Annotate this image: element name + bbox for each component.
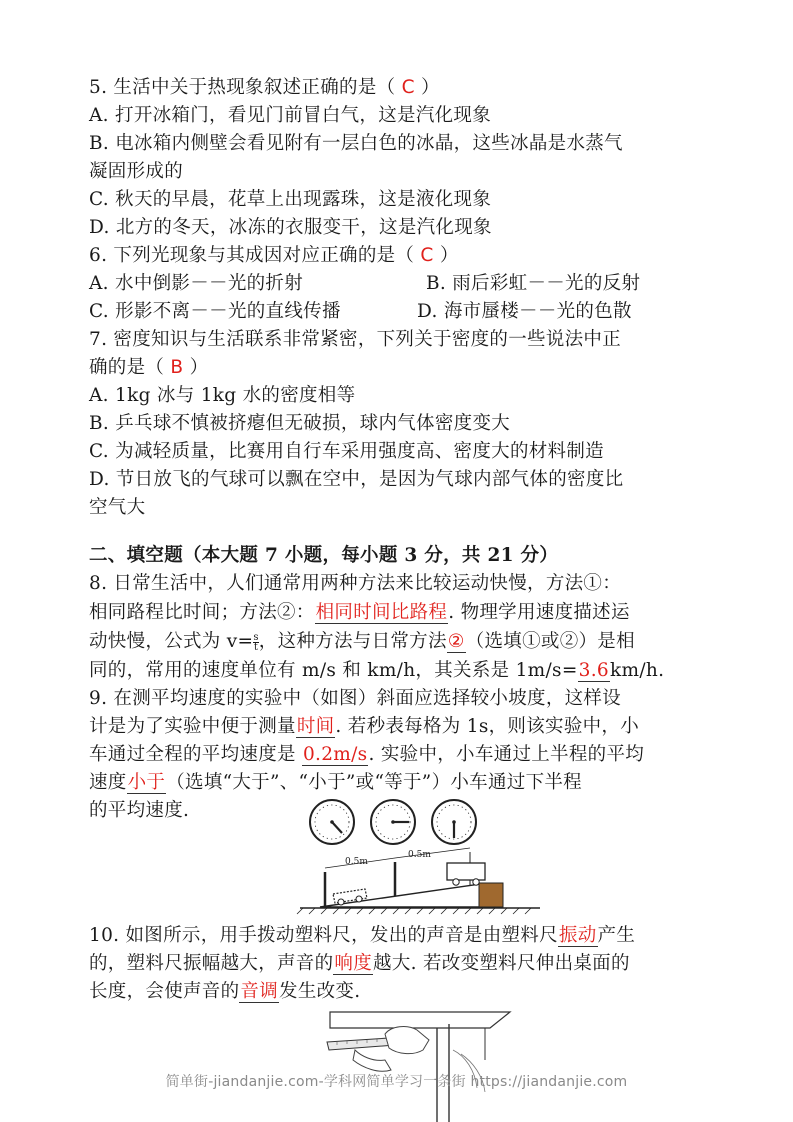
- q10-fill-2: 响度: [334, 953, 373, 974]
- q6-stem-text: 6. 下列光现象与其成因对应正确的是（: [89, 245, 421, 266]
- q8-fill-1: 相同时间比路程: [315, 602, 448, 623]
- q9-line1: 9. 在测平均速度的实验中（如图）斜面应选择较小坡度，这样设: [89, 688, 622, 709]
- q5-option-a: A. 打开冰箱门，看见门前冒白气，这是汽化现象: [89, 105, 492, 126]
- q10-line2: [89, 950, 709, 978]
- q5-stem-close: ）: [414, 77, 440, 98]
- cart-end-icon: [447, 863, 485, 885]
- incline-experiment-figure: [295, 794, 545, 916]
- q7-option-b: B. 乒乓球不慎被挤瘪但无破损，球内气体密度变大: [89, 413, 511, 434]
- q7-stem-text: 确的是（: [89, 357, 171, 378]
- q5-answer: C: [401, 77, 415, 98]
- q8-text: km/h.: [609, 660, 665, 681]
- q6-option-a: A. 水中倒影－－光的折射: [89, 273, 304, 294]
- q8-line3: [89, 628, 709, 656]
- q7-option-c: C. 为减轻质量，比赛用自行车采用强度高、密度大的材料制造: [89, 441, 604, 462]
- q8-fill-3: 3.6: [578, 660, 609, 681]
- q9-text: 计是为了实验中便于测量: [89, 716, 296, 737]
- q10-text: 长度，会使声音的: [89, 981, 240, 1002]
- q9-line2: [89, 713, 709, 741]
- q5-stem-text: 5. 生活中关于热现象叙述正确的是（: [89, 77, 402, 98]
- q5-option-c: C. 秋天的早晨，花草上出现露珠，这是液化现象: [89, 189, 492, 210]
- q7-option-a: A. 1kg 冰与 1kg 水的密度相等: [89, 385, 356, 406]
- q10-text: 10. 如图所示，用手拨动塑料尺，发出的声音是由塑料尺: [89, 925, 558, 946]
- q9-fill-2: 0.2m/s: [302, 744, 368, 765]
- q10-text: 越大. 若改变塑料尺伸出桌面的: [373, 953, 630, 974]
- q5-option-b-line2: 凝固形成的: [89, 161, 184, 182]
- q6-stem: [89, 242, 709, 270]
- q8-text: 同的，常用的速度单位有 m/s 和 km/h，其关系是 1m/s=: [89, 660, 578, 681]
- q8-line2: [89, 599, 709, 627]
- q9-line4: [89, 769, 709, 797]
- q8-line1: 8. 日常生活中，人们通常用两种方法来比较运动快慢，方法①：: [89, 573, 622, 594]
- q10-fill-3: 音调: [240, 981, 279, 1002]
- q8-text: 动快慢，公式为 v=: [89, 631, 254, 652]
- q8-line4: [89, 657, 709, 685]
- footer-watermark: 简单街-jiandanjie.com-学科网简单学习一条街 https://jiandanjie.com: [165, 1074, 628, 1090]
- q7-stem-line1: 7. 密度知识与生活联系非常紧密，下列关于密度的一些说法中正: [89, 329, 622, 350]
- q10-text: 发生改变.: [279, 981, 361, 1002]
- q5-stem: [89, 74, 709, 102]
- stopwatch-icon: [310, 800, 354, 844]
- q10-line1: [89, 922, 709, 950]
- table-top: [330, 1012, 510, 1028]
- distance-label: 0.5m: [408, 850, 431, 860]
- support-block: [479, 883, 503, 907]
- ground: [297, 908, 540, 914]
- q8-fill-2: ②: [447, 631, 465, 652]
- ruler-on-table-figure: [325, 1010, 515, 1122]
- distance-label: 0.5m: [345, 857, 368, 867]
- q9-text: . 若秒表每格为 1s，则该实验中，小: [335, 716, 640, 737]
- q9-line3: [89, 741, 709, 769]
- q9-text: （选填“大于”、“小于”或“等于”）小车通过下半程: [166, 772, 582, 793]
- q10-text: 产生: [597, 925, 636, 946]
- q5-option-b-line1: B. 电冰箱内侧壁会看见附有一层白色的冰晶，这些冰晶是水蒸气: [89, 133, 623, 154]
- q9-text: . 实验中，小车通过上半程的平均: [368, 744, 645, 765]
- q5-option-d: D. 北方的冬天，冰冻的衣服变干，这是汽化现象: [89, 217, 492, 238]
- q6-options-ab: [89, 270, 709, 298]
- q8-text: 相同路程比时间；方法②：: [89, 602, 315, 623]
- q10-text: 的，塑料尺振幅越大，声音的: [89, 953, 334, 974]
- q8-text: （选填①或②）是相: [465, 631, 635, 652]
- stopwatch-icon: [432, 800, 476, 844]
- q6-options-cd: [89, 298, 709, 326]
- fraction-numerator: s: [253, 631, 259, 643]
- fraction-denominator: t: [253, 641, 259, 653]
- q9-line5: 的平均速度.: [89, 800, 190, 821]
- q10-fill-1: 振动: [558, 925, 597, 946]
- q9-text: 车通过全程的平均速度是: [89, 744, 302, 765]
- q6-option-c: C. 形影不离－－光的直线传播: [89, 301, 341, 322]
- q6-option-d: D. 海市蜃楼－－光的色散: [417, 301, 632, 322]
- hand-icon: [353, 1050, 391, 1071]
- q7-stem-line2: [89, 354, 709, 382]
- q10-line3: [89, 978, 709, 1006]
- q9-text: 速度: [89, 772, 127, 793]
- q6-stem-close: ）: [433, 245, 459, 266]
- section-heading: 二、填空题（本大题 7 小题，每小题 3 分，共 21 分）: [89, 545, 559, 566]
- q6-answer: C: [420, 245, 434, 266]
- q9-fill-1: 时间: [296, 716, 335, 737]
- stopwatch-icon: [371, 800, 415, 844]
- dimension-line: [395, 848, 470, 858]
- q7-option-d-line2: 空气大: [89, 497, 146, 518]
- hand-icon: [385, 1027, 429, 1054]
- q7-answer: B: [170, 357, 184, 378]
- q9-fill-3: 小于: [127, 772, 166, 793]
- q8-text: ，这种方法与日常方法: [258, 631, 447, 652]
- q6-option-b: B. 雨后彩虹－－光的反射: [426, 273, 641, 294]
- q7-stem-close: ）: [183, 357, 209, 378]
- q8-text: . 物理学用速度描述运: [448, 602, 630, 623]
- q7-option-d-line1: D. 节日放飞的气球可以飘在空中，是因为气球内部气体的密度比: [89, 469, 624, 490]
